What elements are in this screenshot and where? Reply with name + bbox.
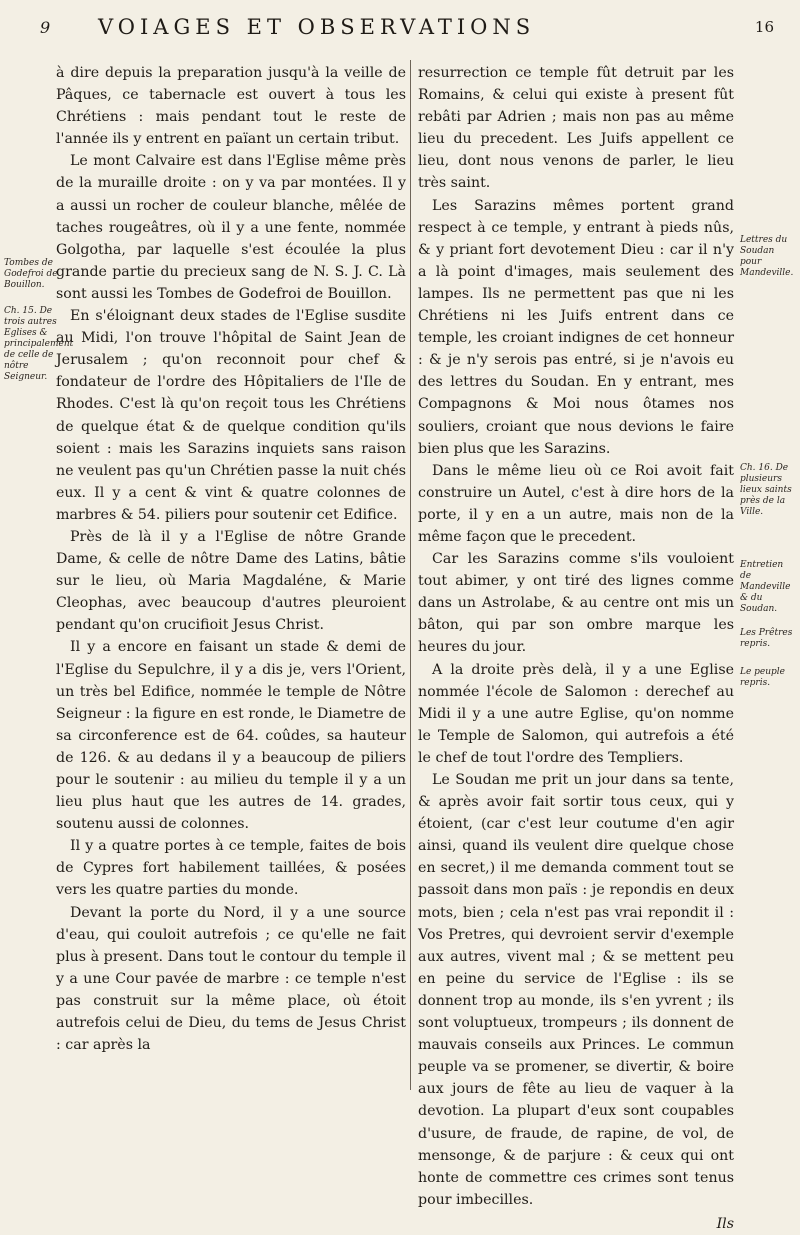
paragraph: Car les Sarazins comme s'ils vouloient tout abimer, y ont tiré des lignes comme dans un Astrolabe, & au centre ont mis un bâton, qui par son ombre marque les heures du jour. <box>418 551 734 656</box>
left-margin-notes <box>4 258 74 458</box>
margin-note: Entretien de Mandeville & du Soudan. <box>740 560 791 614</box>
paragraph: Dans le même lieu où ce Roi avoit fait construire un Autel, c'est à dire hors de la porte, il y en a un autre, mais non de la même façon que le precedent. <box>418 462 734 545</box>
paragraph: Les Sarazins mêmes portent grand respect à ce temple, y entrant à pieds nûs, & y priant fort devotement Dieu : car il n'y a là point d'images, mais seulement des lampes. Ils ne permettent pas que ni les Chrétiens ni les Juifs entrent dans ce temple, les croiant indignes de cet honneur : & je n'y serois pas entré, si je n'avois eu des lettres du Soudan. En y entrant, mes Compagnons & Moi nous ôtames nos souliers, croiant que nous devions le faire bien plus que les Sarazins. <box>418 197 734 457</box>
left-column <box>56 62 406 1056</box>
margin-note: Ch. 16. De plusieurs lieux saints près de la Ville. <box>740 463 792 517</box>
margin-note: Tombes de Godefroi de Bouillon. <box>4 258 58 290</box>
right-column <box>418 62 734 1235</box>
paragraph: Il y a quatre portes à ce temple, faites de bois de Cypres fort habilement taillées, & posées vers les quatre parties du monde. <box>56 838 406 899</box>
margin-note: Les Prêtres repris. <box>740 628 793 649</box>
paragraph: Il y a encore en faisant un stade & demi de l'Eglise du Sepulchre, il y a dis je, vers l'Orient, un très bel Edifice, nommée le temple de Nôtre Seigneur : la figure en est ronde, le Diametre de sa circonference est de 64. coûdes, sa hauteur de 126. & au dedans il y a beaucoup de piliers pour le soutenir : au milieu du temple il y a un lieu plus haut que les autres de 14. grades, soutenu aussi de colonnes. <box>56 639 406 833</box>
paragraph: Près de là il y a l'Eglise de nôtre Grande Dame, & celle de nôtre Dame des Latins, bâtie sur le lieu, où Maria Magdaléne, & Marie Cleophas, avec beaucoup d'autres pleuroient pendant qu'on crucifioit Jesus Christ. <box>56 528 406 634</box>
paragraph: resurrection ce temple fût detruit par les Romains, & celui qui existe à present fût rebâti par Adrien ; mais non pas au même lieu du precedent. Les Juifs appellent ce lieu, dont nous venons de parler, le lieu très saint. <box>418 65 734 192</box>
paragraph: à dire depuis la preparation jusqu'à la veille de Pâques, ce tabernacle est ouvert à tous les Chrétiens : mais pendant tout le reste de l'année ils y entrent en païant un certain tribut. <box>56 65 406 148</box>
margin-note: Le peuple repris. <box>740 667 786 688</box>
catchword: Ils <box>716 1215 734 1232</box>
paragraph: Le Soudan me prit un jour dans sa tente, & après avoir fait sortir tous ceux, qui y étoient, (car c'est leur coutume d'en agir ainsi, quand ils veulent dire quelque chose en secret,) il me demanda comment tout se passoit dans mon païs : je repondis en deux mots, bien ; cela n'est pas vrai repondit il : Vos Pretres, qui devroient servir d'exemple aux autres, vivent mal ; & se mettent peu en peine du service de l'Eglise : ils se donnent trop au monde, ils s'en yvrent ; ils sont voluptueux, trompeurs ; ils donnent de mauvais conseils aux Princes. Le commun peuple va se promener, se divertir, & boire aux jours de fête au lieu de vaquer à la devotion. La plupart d'eux sont coupables d'usure, de fraude, de rapine, de vol, de mensonge, & de parjure : & ceux qui ont honte de commettre ces crimes sont tenus pour imbecilles. <box>418 772 734 1208</box>
page-header <box>40 10 780 44</box>
margin-note: Lettres du Soudan pour Mandeville. <box>740 235 794 278</box>
paragraph: A la droite près delà, il y a une Eglise nommée l'école de Salomon : derechef au Midi il y a une autre Eglise, qu'on nomme le Temple de Salomon, qui autrefois a été le chef de tout l'ordre des Templiers. <box>418 661 734 766</box>
page-number: 9 <box>40 17 51 37</box>
paragraph: En s'éloignant deux stades de l'Eglise susdite au Midi, l'on trouve l'hôpital de Saint Jean de Jerusalem ; qu'on reconnoit pour chef & fondateur de l'ordre des Hôpitaliers de l'Ile de Rhodes. C'est là qu'on reçoit tous les Chrétiens de quelque état & de quelque condition qu'ils soient : mais les Sarazins inquiets sans raison ne veulent pas qu'un Chrétien passe la nuit chés eux. Il y a cent & vint & quatre colonnes de marbres & 54. piliers pour soutenir cet Edifice. <box>56 308 406 523</box>
folio-mark: 16 <box>754 18 774 36</box>
right-margin-notes <box>740 235 796 688</box>
running-title: VOIAGES ET OBSERVATIONS <box>98 15 536 39</box>
paragraph: Devant la porte du Nord, il y a une source d'eau, qui couloit autrefois ; ce qu'elle ne fait plus à present. Dans tout le contour du temple il y a une Cour pavée de marbre : ce temple n'est pas construit sur la même place, où étoit autrefois celui de Dieu, du tems de Jesus Christ : car après la <box>56 904 406 1054</box>
column-rule <box>410 60 411 1090</box>
paragraph: Le mont Calvaire est dans l'Eglise même près de la muraille droite : on y va par montées. Il y a aussi un rocher de couleur blanche, mêlée de taches rougeâtres, où il y a une fente, nommée Golgotha, par laquelle s'est écoulée la plus grande partie du precieux sang de N. S. J. C. Là sont aussi les Tombes de Godefroi de Bouillon. <box>56 153 406 302</box>
margin-note: Ch. 15. De trois autres Eglises & principalement de celle de nôtre Seigneur. <box>4 306 74 382</box>
